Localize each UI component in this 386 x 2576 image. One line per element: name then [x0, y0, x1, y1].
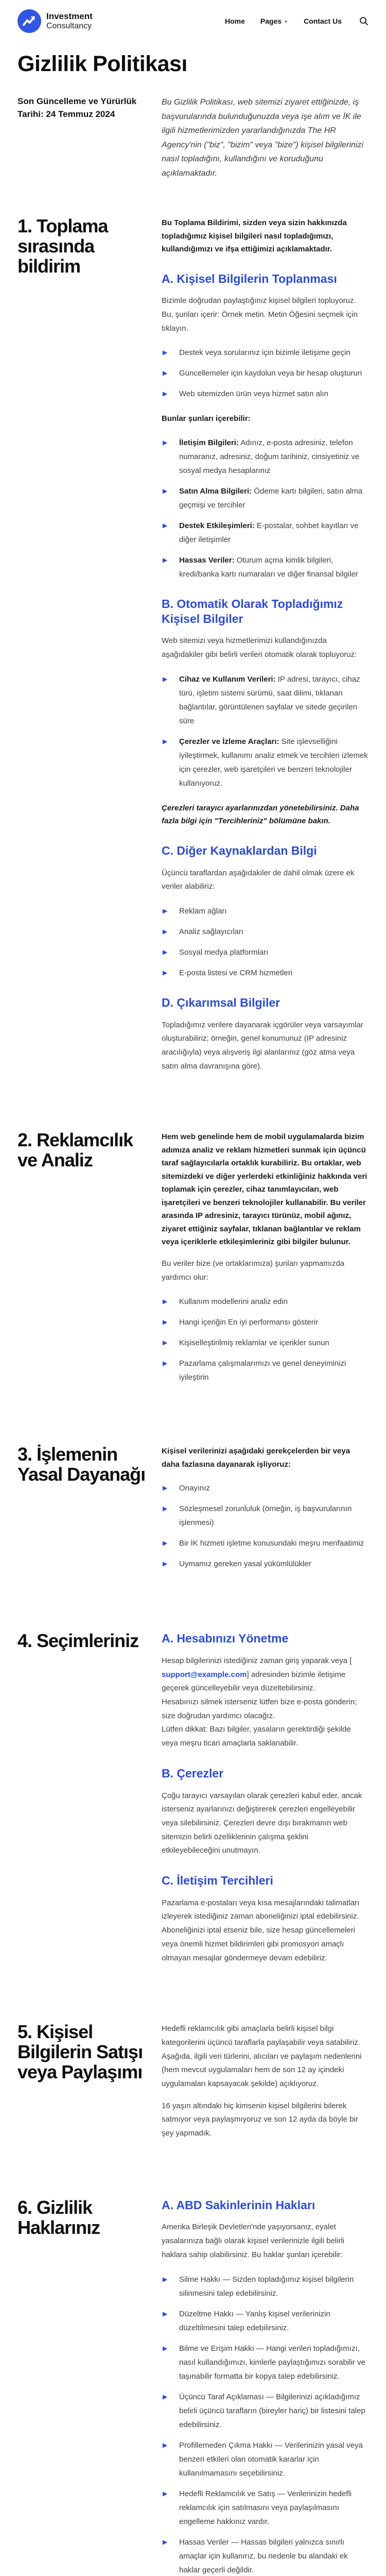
- bullet-item: ▶ Analiz sağlayıcıları: [162, 925, 369, 939]
- intro-paragraph: Bu Gizlilik Politikası, web sitemizi ziyaret ettiğinizde, iş başvurularında bulunduğunuzda veya işe alım ve İK ile ilgili hizmetlerimizden yararlandığınızda The HR Agency'nin ("biz", "bizim" veya "bize") kişisel bilgilerinizi nasıl topladığını, kullandığını ve koruduğunu açıklamaktadır.: [162, 98, 363, 178]
- policy-subheading: A. Kişisel Bilgilerin Toplanması: [162, 272, 337, 285]
- section-content-col: [162, 216, 369, 1081]
- bullet-lead: Çerezler ve İzleme Araçları:: [179, 737, 279, 746]
- section-heading-col: [17, 1445, 149, 1582]
- logo-icon: [17, 9, 41, 33]
- section-heading: 4. Seçimleriniz: [17, 1630, 139, 1652]
- policy-section: [17, 1445, 369, 1582]
- policy-paragraph: Amerika Birleşik Devletleri'nde yaşıyorsanız, eyalet yasalarınıza bağlı olarak kişisel verilerinizle ilgili belirli haklara sahip olabilirsiniz. Bu haklar şunları içerebilir:: [162, 2223, 345, 2259]
- bullet-arrow-icon: ▶: [163, 1505, 168, 1513]
- bullet-arrow-icon: ▶: [163, 1360, 168, 1367]
- bullet-item: ▶ Bilme ve Erişim Hakkı — Hangi verileri topladığımızı, nasıl kullandığımızı, kimlerle paylaştığımızı sorabilir ve taşınabilir formatta bir kopya talep edebilirsiniz.: [163, 2344, 365, 2381]
- section-content-col: [162, 2198, 369, 2576]
- policy-subheading: D. Çıkarımsal Bilgiler: [162, 995, 280, 1009]
- policy-paragraph: Bunlar şunları içerebilir:: [162, 414, 251, 423]
- bullet-arrow-icon: ▶: [163, 487, 168, 495]
- logo-text: Investment Consultancy: [46, 11, 93, 30]
- bullet-item: ▶ Onayınız: [162, 1481, 369, 1495]
- section-heading-col: [17, 1130, 149, 1396]
- bullet-item: ▶ Üçüncü Taraf Açıklaması — Bilgilerinizi açıkladığımız belirli üçüncü tarafların (bireyler hariç) bir listesini talep edebilirsiniz.: [163, 2392, 365, 2429]
- bullet-arrow-icon: ▶: [163, 1318, 168, 1326]
- section-heading-col: [17, 2198, 149, 2576]
- bullet-item: ▶ Hedefli Reklamcılık ve Satış — Verilerinizin hedefli reklamcılık için satılmasını veya paylaşılmasını engelleme hakkınız vardır.: [163, 2489, 352, 2526]
- bullet-arrow-icon: ▶: [163, 349, 168, 357]
- bullet-item: ▶ Sosyal medya platformları: [162, 945, 369, 959]
- bullet-item: ▶ Reklam ağları: [162, 904, 369, 918]
- policy-subheading: C. İletişim Tercihleri: [162, 1874, 273, 1888]
- bullet-item: ▶ Web sitemizden ürün veya hizmet satın alın: [162, 387, 369, 401]
- bullet-list: [162, 1481, 369, 1571]
- support-email-link[interactable]: support@example.com: [162, 1670, 247, 1679]
- bullet-list: [162, 346, 369, 401]
- bullet-arrow-icon: ▶: [163, 907, 168, 914]
- bullet-item: ▶ Kişiselleştirilmiş reklamlar ve içerikler sunun: [162, 1336, 369, 1350]
- bullet-arrow-icon: ▶: [163, 1539, 168, 1547]
- bullet-arrow-icon: ▶: [163, 1298, 168, 1306]
- bullet-arrow-icon: ▶: [163, 969, 168, 976]
- section-heading-col: [17, 2022, 149, 2149]
- bullet-item: ▶ Düzeltme Hakkı — Yanlış kişisel verilerinizin düzeltilmesini talep edebilirsiniz.: [163, 2309, 330, 2332]
- bullet-list: [162, 1295, 369, 1384]
- search-icon[interactable]: [359, 16, 369, 26]
- bullet-arrow-icon: ▶: [163, 1484, 168, 1492]
- policy-paragraph: Pazarlama e-postaları veya kısa mesajlarındaki talimatları izleyerek istediğiniz zaman aboneliğinizi iptal edebilirsiniz. Aboneliğinizi iptal etseniz bile, size hesap güncellemeleri veya önemli hizmet bildirimleri gibi promosyon amaçlı olmayan mesajlar göndermeye devam edebiliriz.: [162, 1898, 360, 1962]
- page-title: Gizlilik Politikası: [17, 52, 187, 76]
- bullet-item: ▶ Güncellemeler için kaydolun veya bir hesap oluşturun: [162, 366, 369, 380]
- bullet-arrow-icon: ▶: [163, 948, 168, 956]
- bullet-item: ▶ Uymamız gereken yasal yükümlülükler: [162, 1557, 369, 1571]
- bullet-list: [162, 904, 369, 980]
- bullet-arrow-icon: ▶: [163, 737, 168, 745]
- policy-paragraph: Hem web genelinde hem de mobil uygulamalarda bizim adımıza analiz ve reklam hizmetleri sunmak için üçüncü taraf sağlayıcılarla ortaklık kurabiliriz. Bu ortaklar, web sitemizdeki ve diğer yerlerdeki etkinliğiniz hakkında veri toplamak için çerezler, cihaz tanımlayıcıları, web işaretçileri ve benzeri teknolojiler kullanabilir. Bu veriler arasında IP adresiniz, tarayıcı türünüz, mobil ağınız, ziyaret ettiğiniz sayfalar, tıklanan bağlantılar ve reklam veya içeriklerle etkileşimleriniz gibi bilgiler bulunur.: [162, 1132, 367, 1247]
- bullet-item: ▶ İletişim Bilgileri: Adınız, e-posta adresiniz, telefon numaranız, adresiniz, doğum tarihiniz, cinsiyetiniz ve sosyal medya hesaplarınız: [163, 438, 360, 475]
- policy-paragraph: Çoğu tarayıcı varsayılan olarak çerezleri kabul eder, ancak isterseniz ayarlarınızı değiştirerek çerezleri engelleyebilir veya silebilirsiniz. Çerezleri devre dışı bırakmanın web sitemizin belirli özelliklerinin çalışma şeklini etkileyebileceğini unutmayın.: [162, 1791, 362, 1855]
- last-updated-label: Son Güncelleme ve Yürürlük Tarihi: 24 Temmuz 2024: [17, 96, 137, 119]
- bullet-item: ▶ Hassas Veriler: Oturum açma kimlik bilgileri, kredi/banka kartı numaraları ve diğer finansal bilgiler: [163, 555, 358, 579]
- bullet-item: ▶ Destek veya sorularınız için bizimle iletişime geçin: [162, 346, 369, 360]
- section-heading: 1. Toplama sırasında bildirim: [17, 215, 108, 277]
- bullet-lead: Satın Alma Bilgileri:: [179, 486, 252, 496]
- bullet-arrow-icon: ▶: [163, 390, 168, 398]
- bullet-arrow-icon: ▶: [163, 927, 168, 935]
- bullet-arrow-icon: ▶: [163, 521, 168, 529]
- bullet-item: ▶ Hassas Veriler — Hassas bilgileri yalnızca sınırlı amaçlar için kullanırız, bu nedenle bu alandaki ek haklar geçerli değildir.: [163, 2537, 348, 2574]
- policy-paragraph: Çerezleri tarayıcı ayarlarınızdan yönetebilirsiniz. Daha fazla bilgi için "Tercihleriniz" bölümüne bakın.: [162, 803, 359, 826]
- bullet-list: [162, 672, 369, 790]
- bullet-item: ▶ Hangi içeriğin En iyi performansı gösterir: [162, 1315, 369, 1329]
- bullet-arrow-icon: ▶: [163, 1560, 168, 1568]
- section-content-col: [162, 2022, 369, 2149]
- bullet-item: ▶ Sözleşmesel zorunluluk (örneğin, iş başvurularının işlenmesi): [163, 1504, 352, 1528]
- policy-subheading: C. Diğer Kaynaklardan Bilgi: [162, 843, 317, 857]
- policy-subheading: B. Otomatik Olarak Topladığımız Kişisel Bilgiler: [162, 597, 343, 625]
- nav-pages[interactable]: Pages ▼: [260, 17, 289, 25]
- policy-paragraph: Hesap bilgilerinizi istediğiniz zaman giriş yaparak veya [ support@example.com] adresinden bizimle iletişime geçerek güncelleyebilir veya düzeltebilirsiniz. Hesabınızı silmek isterseniz lütfen bize e-posta gönderin; size doğrudan yardımcı olacağız. Lütfen dikkat: Bazı bilgiler, yasaların gerektirdiği şekilde veya meşru ticari amaçlarla saklanabilir.: [162, 1656, 357, 1748]
- bullet-arrow-icon: ▶: [163, 1339, 168, 1347]
- policy-paragraph: Hedefli reklamcılık gibi amaçlarla belirli kişisel bilgi kategorilerini üçüncü taraflarla paylaşabilir veya satabiliriz. Aşağıda, ilgili veri türlerini, alıcıları ve paylaşım nedenlerini (hem mevcut uygulamaları hem de son 12 ay içindeki uygulamaları kapsayacak şekilde) açıklıyoruz.: [162, 2024, 362, 2088]
- section-heading: 3. İşlemenin Yasal Dayanağı: [17, 1444, 146, 1485]
- bullet-item: ▶ Kullanım modellerini analiz edin: [162, 1295, 369, 1309]
- main-content: [0, 52, 386, 2576]
- bullet-arrow-icon: ▶: [163, 2344, 168, 2352]
- bullet-arrow-icon: ▶: [163, 2441, 168, 2449]
- bullet-item: ▶ Silme Hakkı — Sizden topladığımız kişisel bilgilerin silinmesini talep edebilirsiniz.: [163, 2275, 354, 2298]
- bullet-item: ▶ Profillemeden Çıkma Hakkı — Verilerinizin yasal veya benzeri etkileri olan otomatik kararlar için kullanılmamasını seçebilirsiniz.: [163, 2441, 363, 2478]
- policy-section: [17, 2022, 369, 2149]
- policy-subheading: A. ABD Sakinlerinin Hakları: [162, 2198, 315, 2212]
- section-content-col: [162, 1445, 369, 1582]
- chevron-down-icon: ▼: [284, 19, 289, 24]
- policy-paragraph: 16 yaşın altındaki hiç kimsenin kişisel bilgilerini bilerek satmıyor veya paylaşmıyoruz ve son 12 ayda da böyle bir şey yapmadık.: [162, 2101, 358, 2138]
- logo[interactable]: [17, 9, 93, 33]
- bullet-lead: Hassas Veriler:: [179, 555, 235, 565]
- bullet-arrow-icon: ▶: [163, 2538, 168, 2546]
- bullet-arrow-icon: ▶: [163, 438, 168, 446]
- nav-home[interactable]: Home: [225, 17, 245, 25]
- bullet-lead: İletişim Bilgileri:: [179, 438, 239, 447]
- bullet-item: ▶ Bir İK hizmeti işletme konusundaki meşru menfaatimiz: [162, 1536, 369, 1550]
- policy-section: [17, 2198, 369, 2576]
- policy-paragraph: Bu Toplama Bildirimi, sizden veya sizin hakkınızda topladığımız kişisel bilgileri nasıl topladığımızı, kullandığımızı ve ifşa ettiğimizi açıklamaktadır.: [162, 218, 347, 254]
- policy-subheading: B. Çerezler: [162, 1766, 224, 1780]
- section-heading: 5. Kişisel Bilgilerin Satışı veya Paylaşımı: [17, 2021, 143, 2082]
- policy-paragraph: Topladığımız verilere dayanarak içgörüler veya varsayımlar oluşturabiliriz; örneğin, genel konumunuz (IP adresiniz aracılığıyla) veya alışveriş ilgi alanlarınız (göz atma veya satın alma davranışına göre).: [162, 1020, 363, 1071]
- policy-section: [17, 1631, 369, 1973]
- bullet-list: [162, 436, 369, 581]
- section-heading: 2. Reklamcılık ve Analiz: [17, 1129, 133, 1171]
- bullet-arrow-icon: ▶: [163, 2275, 168, 2283]
- policy-section: [17, 1130, 369, 1396]
- bullet-item: ▶ E-posta listesi ve CRM hizmetleri: [162, 966, 369, 980]
- policy-paragraph: Üçüncü taraflardan aşağıdakiler de dahil olmak üzere ek veriler alabiliriz:: [162, 868, 355, 891]
- section-heading: 6. Gizlilik Haklarınız: [17, 2196, 100, 2238]
- bullet-arrow-icon: ▶: [163, 556, 168, 564]
- section-heading-col: [17, 216, 149, 1081]
- bullet-arrow-icon: ▶: [163, 2393, 168, 2400]
- bullet-item: ▶ Cihaz ve Kullanım Verileri: IP adresi, tarayıcı, cihaz türü, işletim sistemi sürümü, saat dilimi, tıklanan bağlantılar, görüntülenen sayfalar ve sitede geçirilen süre: [163, 674, 360, 725]
- bullet-item: ▶ Pazarlama çalışmalarımızı ve genel deneyiminizi iyileştirin: [163, 1359, 346, 1382]
- policy-paragraph: Bu veriler bize (ve ortaklarımıza) şunları yapmamızda yardımcı olur:: [162, 1259, 345, 1282]
- bullet-arrow-icon: ▶: [163, 2310, 168, 2317]
- policy-paragraph: Web sitemizi veya hizmetlerimizi kullandığınızda aşağıdakiler gibi belirli verileri otomatik olarak topluyoruz:: [162, 636, 357, 659]
- policy-paragraph: Kişisel verilerinizi aşağıdaki gerekçelerden bir veya daha fazlasına dayanarak işliyoruz:: [162, 1447, 350, 1469]
- bullet-list: [162, 2273, 369, 2576]
- bullet-item: ▶ Destek Etkileşimleri: E-postalar, sohbet kayıtları ve diğer iletişimler: [163, 521, 359, 544]
- bullet-arrow-icon: ▶: [163, 369, 168, 377]
- section-content-col: [162, 1631, 369, 1973]
- site-header: [0, 0, 386, 40]
- nav-contact-us[interactable]: Contact Us: [304, 17, 342, 25]
- bullet-lead: Destek Etkileşimleri:: [179, 521, 255, 530]
- section-heading-col: [17, 1631, 149, 1973]
- section-content-col: [162, 1130, 369, 1396]
- bullet-arrow-icon: ▶: [163, 2489, 168, 2497]
- policy-section: [17, 216, 369, 1081]
- policy-subheading: A. Hesabınızı Yönetme: [162, 1632, 289, 1646]
- bullet-arrow-icon: ▶: [163, 675, 168, 683]
- main-nav: [225, 16, 369, 26]
- policy-paragraph: Bizimle doğrudan paylaştığınız kişisel bilgileri topluyoruz. Bu, şunları içerir: Örnek metin. Metin Öğesini seçmek için tıklayın.: [162, 296, 358, 333]
- bullet-lead: Cihaz ve Kullanım Verileri:: [179, 674, 276, 684]
- bullet-item: ▶ Satın Alma Bilgileri: Ödeme kartı bilgileri, satın alma geçmişi ve tercihler: [163, 486, 363, 510]
- intro-row: [17, 95, 369, 180]
- bullet-item: ▶ Çerezler ve İzleme Araçları: Site işlevselliğini iyileştirmek, kullanımı analiz etmek ve tercihleri izlemek için çerezler, web işaretçileri ve benzeri teknolojiler kullanıyoruz.: [163, 737, 368, 788]
- sections: [17, 216, 369, 2576]
